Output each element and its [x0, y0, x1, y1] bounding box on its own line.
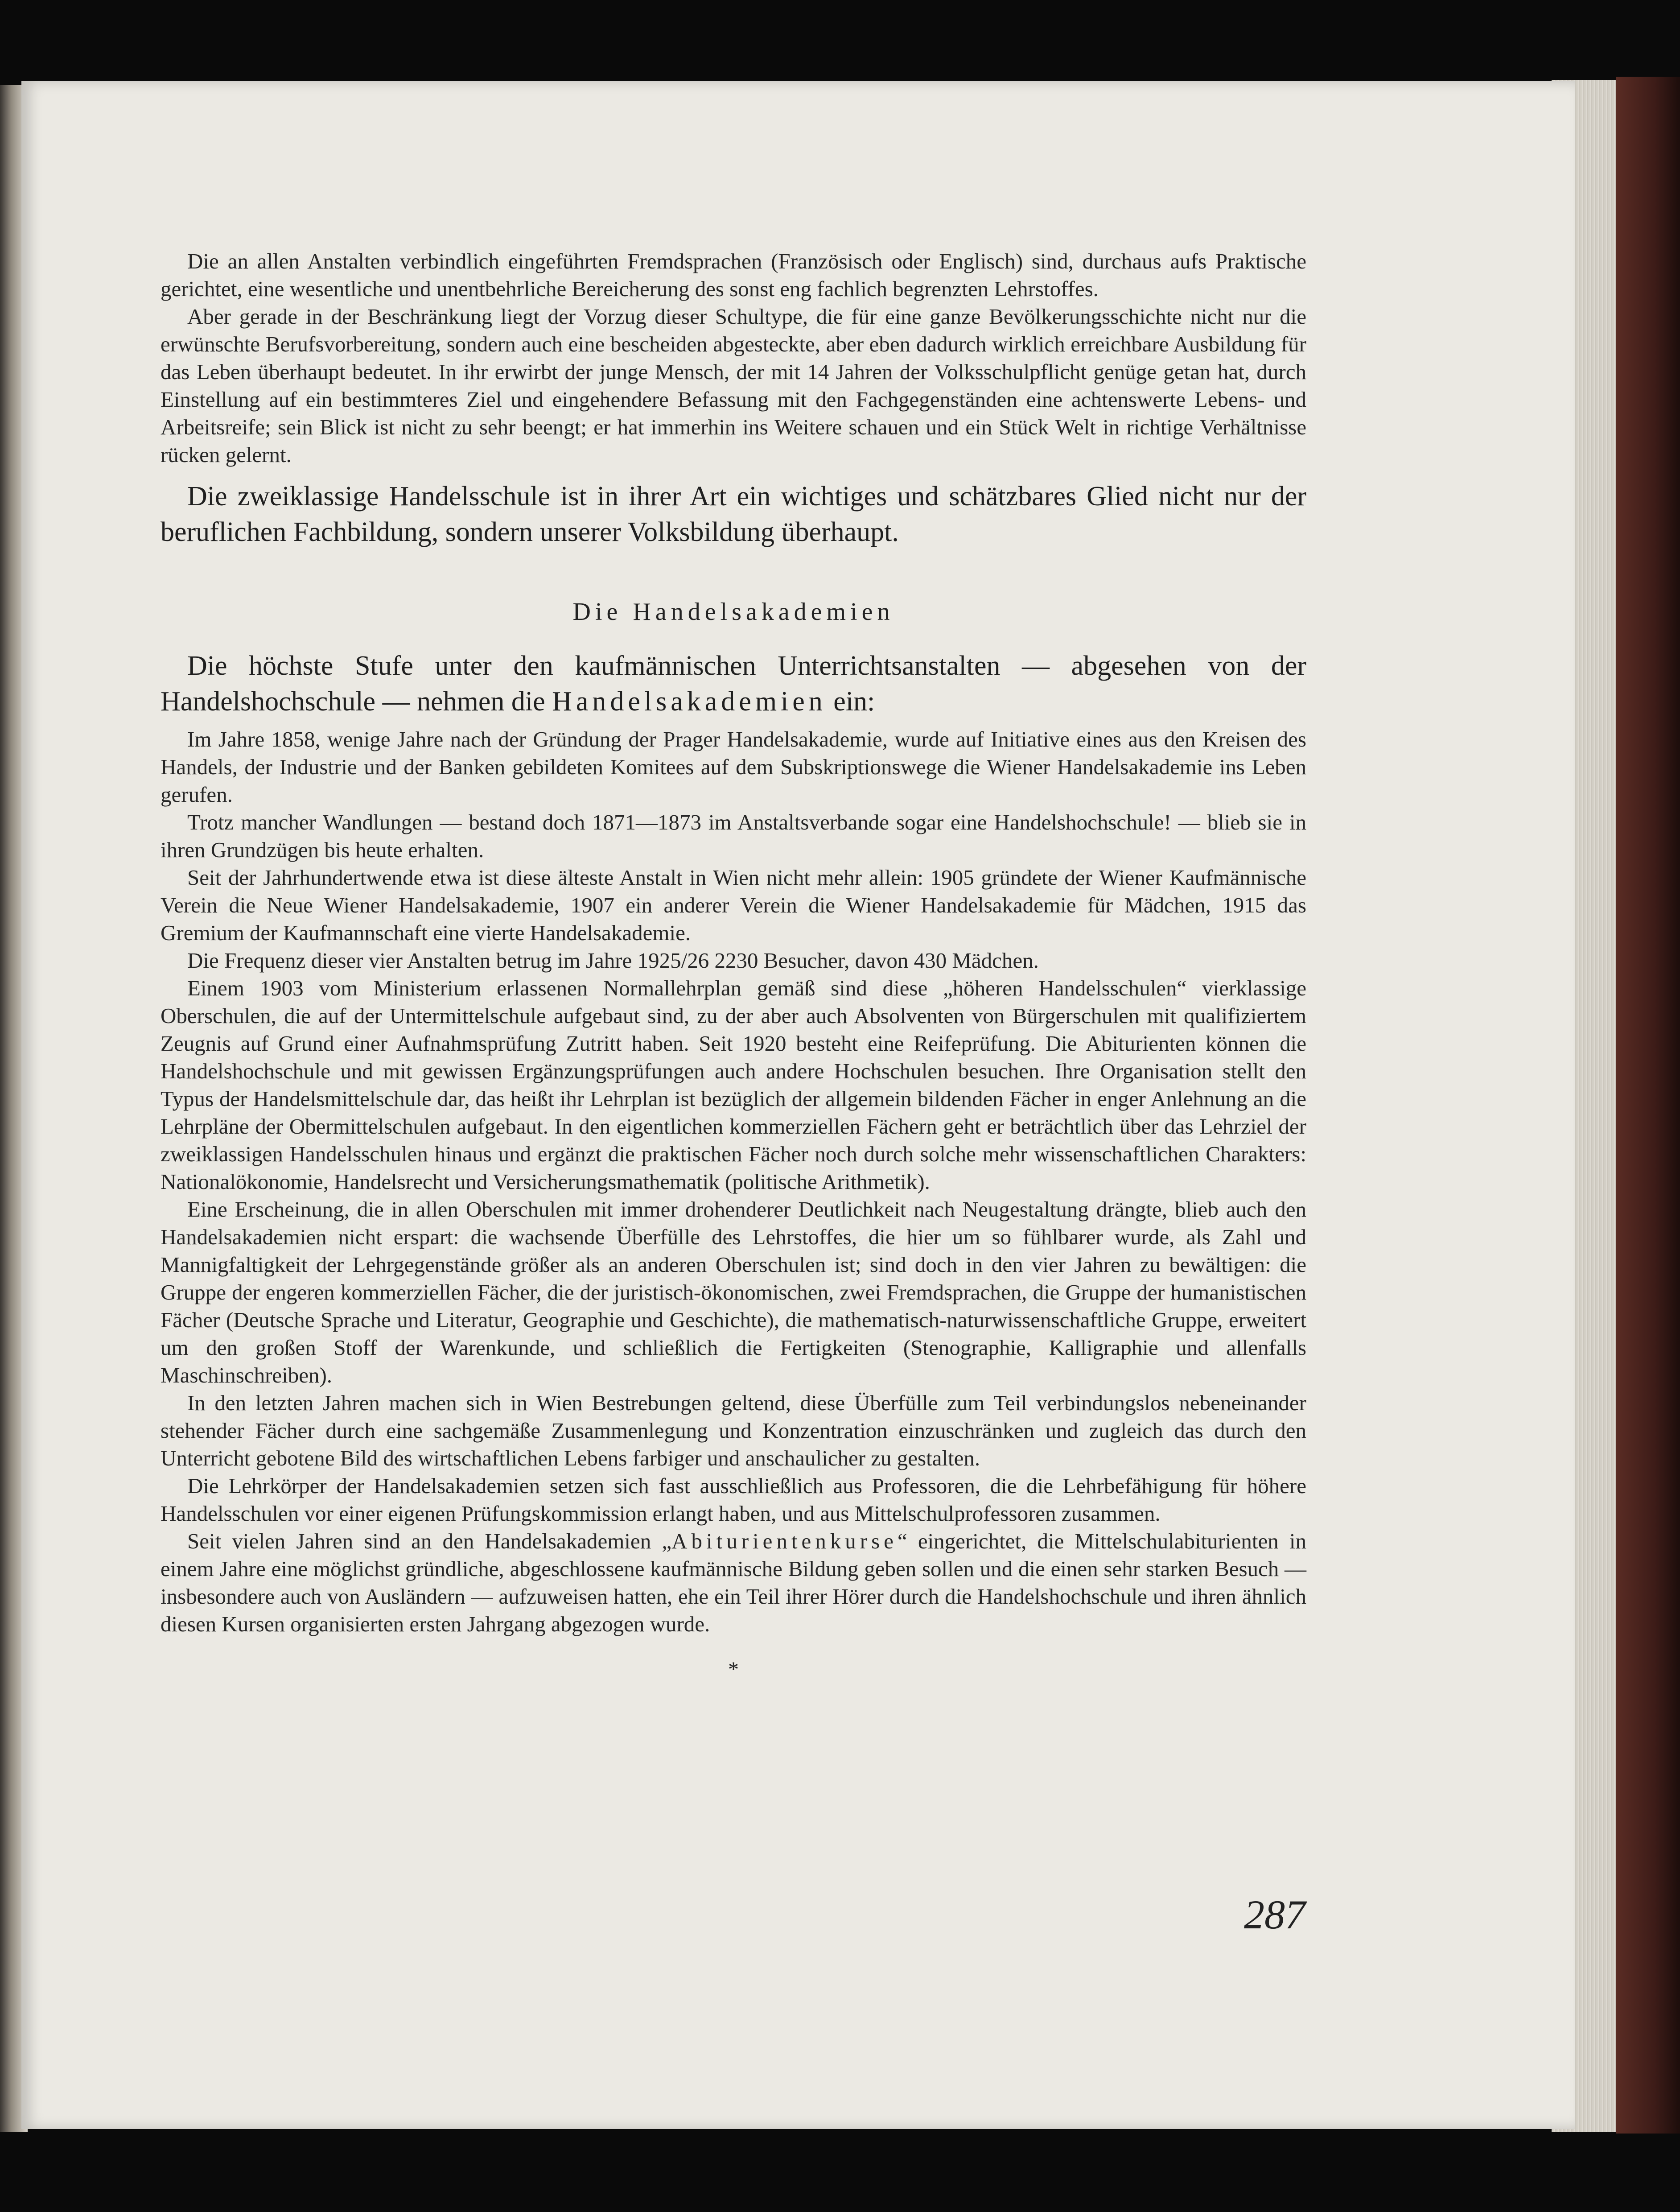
para11-text-end: “ eingerichtet, die Mittelschulabiturienten in einem Jahre eine möglichst gründliche, abgeschlossene kaufmännische Bildung geben sollen und die einen sehr starken Besuch — insbesondere auch von Ausländern — aufzuweisen hatten, ehe ein Teil ihrer Hörer durch die Handelshochschule und ihren ähnlich diesen Kursen organisierten ersten Jahrgang abgezogen wurde. — [161, 1529, 1306, 1636]
lead-statement-handelsschule: Die zweiklassige Handelsschule ist in ihrer Art ein wichtiges und schätzbares Glied nicht nur der beruflichen Fachbildung, sondern unserer Volksbildung überhaupt. — [161, 481, 1306, 547]
paragraph-reforms: In den letzten Jahren machen sich in Wien Bestrebungen geltend, diese Überfülle zum Teil verbindungslos nebeneinander stehender Fächer durch eine sachgemäße Zusammenlegung und Konzentration einzuschränken und zugleich das durch den Unterricht gebotene Bild des wirtschaftlichen Lebens farbiger und anschaulicher zu gestalten. — [161, 1391, 1306, 1470]
para11-text-start: Seit vielen Jahren sind an den Handelsakademien „ — [187, 1529, 672, 1553]
lead2-text-start: Die höchste Stufe unter den kaufmännischen Unterrichtsanstalten — abgesehen von der Handelshochschule — nehmen die — [161, 651, 1306, 717]
book-cover-edge — [1616, 77, 1680, 2134]
lead-statement-handelsakademien — [161, 648, 1306, 719]
paragraph-teachers: Die Lehrkörper der Handelsakademien setzen sich fast ausschließlich aus Professoren, die die Lehrbefähigung für höhere Handelsschulen vor einer eigenen Prüfungskommission erlangt haben, und aus Mittelschulprofessoren zusammen. — [161, 1473, 1306, 1526]
paragraph-abiturientenkurse — [161, 1527, 1306, 1638]
paragraph-curriculum: Einem 1903 vom Ministerium erlassenen Normallehrplan gemäß sind diese „höheren Handelsschulen“ vierklassige Oberschulen, die auf der Untermittelschule aufgebaut sind, zu der aber auch Absolventen von Bürgerschulen mit qualifiziertem Zeugnis auf Grund einer Aufnahmsprüfung Zutritt haben. Seit 1920 besteht eine Reifeprüfung. Die Abiturienten können die Handelshochschule und mit gewissen Ergänzungsprüfungen auch andere Hochschulen besuchen. Ihre Organisation stellt den Typus der Handelsmittelschule dar, das heißt ihr Lehrplan ist bezüglich der allgemein bildenden Fächer in enger Anlehnung an die Lehrpläne der Obermittelschulen aufgebaut. In den eigentlichen kommerziellen Fächern geht er beträchtlich über das Lehrziel der zweiklassigen Handelsschulen hinaus und ergänzt die praktischen Fächer noch durch solche mehr wissenschaftlichen Charakters: Nationalökonomie, Handelsrecht und Versicherungsmathematik (politische Arithmetik). — [161, 976, 1306, 1194]
para11-emphasis: Abiturientenkurse — [671, 1529, 898, 1553]
lead2-text-end: ein: — [833, 686, 875, 717]
lead2-emphasis: Handelsakademien — [552, 686, 827, 717]
paragraph-school-type: Aber gerade in der Beschränkung liegt der Vorzug dieser Schultype, die für eine ganze Bevölkerungsschichte nicht nur die erwünschte Berufsvorbereitung, sondern auch eine bescheiden abgesteckte, aber eben dadurch wirklich erreichbare Ausbildung für das Leben überhaupt bedeutet. In ihr erwirbt der junge Mensch, der mit 14 Jahren der Volksschulpflicht genüge getan hat, durch Einstellung auf ein bestimmteres Ziel und eingehendere Befassung mit den Fachgegenständen eine achtenswerte Lebens- und Arbeitsreife; sein Blick ist nicht zu sehr beengt; er hat immerhin ins Weitere schauen und ein Stück Welt in richtige Verhältnisse rücken gelernt. — [161, 304, 1306, 467]
paragraph-overload: Eine Erscheinung, die in allen Oberschulen mit immer drohenderer Deutlichkeit nach Neugestaltung drängte, blieb auch den Handelsakademien nicht erspart: die wachsende Überfülle des Lehrstoffes, die hier um so fühlbarer wurde, als Zahl und Mannigfaltigkeit der Lehrgegenstände größer als an anderen Oberschulen ist; sind doch in den vier Jahren zu bewältigen: die Gruppe der engeren kommerziellen Fächer, die der juristisch-ökonomischen, zwei Fremdsprachen, die Gruppe der humanistischen Fächer (Deutsche Sprache und Literatur, Geographie und Geschichte), die mathematisch-naturwissenschaftliche Gruppe, erweitert um den großen Stoff der Warenkunde, und schließlich die Fertigkeiten (Stenographie, Kalligraphie und allenfalls Maschinschreiben). — [161, 1197, 1306, 1387]
page-number: 287 — [1244, 1892, 1305, 1937]
paragraph-frequency: Die Frequenz dieser vier Anstalten betrug im Jahre 1925/26 2230 Besucher, davon 430 Mädchen. — [187, 948, 1039, 973]
paragraph-foreign-languages: Die an allen Anstalten verbindlich eingeführten Fremdsprachen (Französisch oder Englisch) sind, durchaus aufs Praktische gerichtet, eine wesentliche und unentbehrliche Bereicherung des sonst eng fachlich begrenzten Lehrstoffes. — [161, 249, 1306, 301]
page-text — [161, 248, 1306, 1684]
section-separator: * — [728, 1658, 739, 1681]
paragraph-founding: Im Jahre 1858, wenige Jahre nach der Gründung der Prager Handelsakademie, wurde auf Initiative eines aus den Kreisen des Handels, der Industrie und der Banken gebildeten Komitees auf dem Subskriptionswege die Wiener Handelsakademie ins Leben gerufen. — [161, 727, 1306, 807]
section-heading: Die Handelsakademien — [572, 598, 894, 626]
paragraph-changes: Trotz mancher Wandlungen — bestand doch 1871—1873 im Anstaltsverbande sogar eine Handelshochschule! — blieb sie in ihren Grundzügen bis heute erhalten. — [161, 810, 1306, 862]
paragraph-new-academies: Seit der Jahrhundertwende etwa ist diese älteste Anstalt in Wien nicht mehr allein: 1905 gründete der Wiener Kaufmännische Verein die Neue Wiener Handelsakademie, 1907 ein anderer Verein die Wiener Handelsakademie für Mädchen, 1915 das Gremium der Kaufmannschaft eine vierte Handelsakademie. — [161, 865, 1306, 945]
